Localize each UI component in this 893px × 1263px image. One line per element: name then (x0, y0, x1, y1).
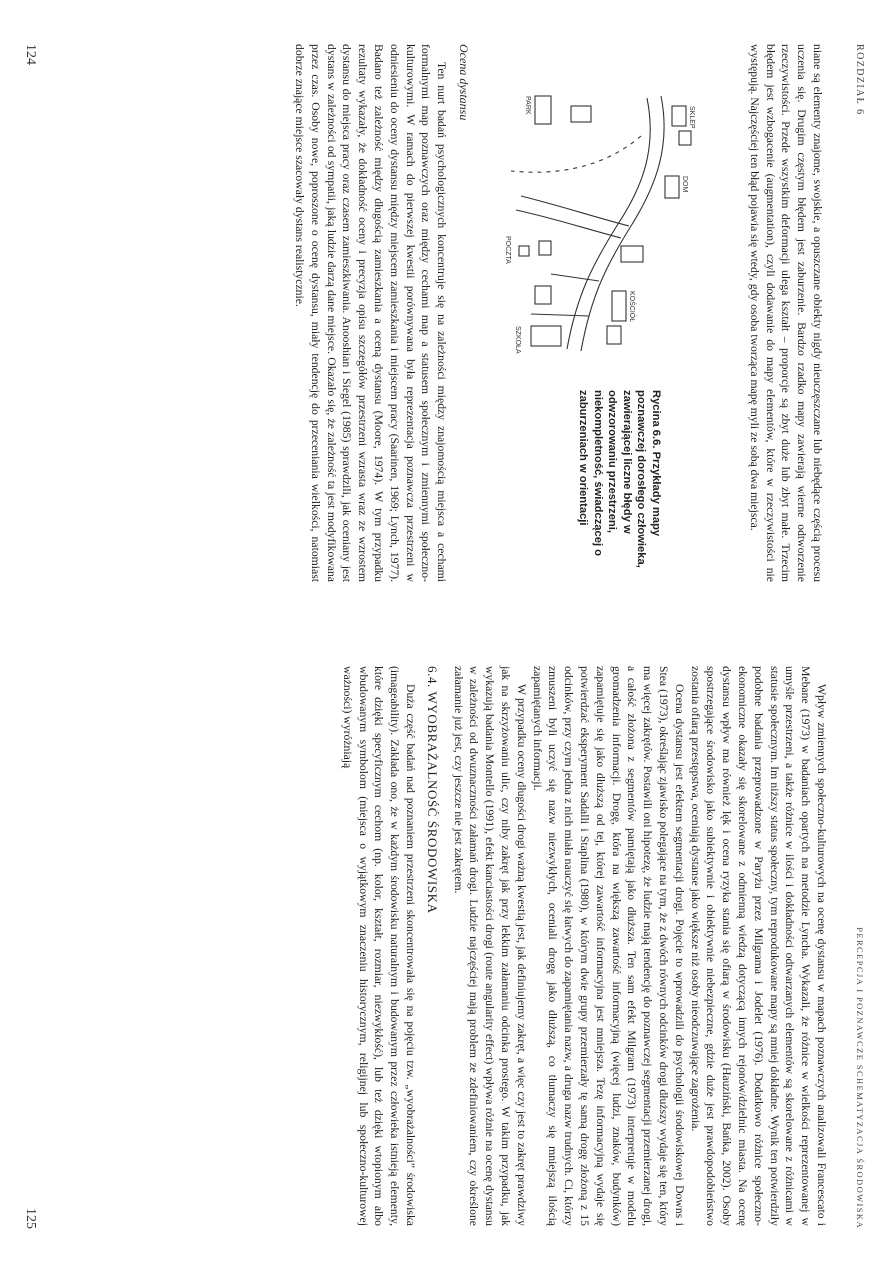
figure-caption: Rycina 6.6. Przykłady mapy poznawczej dorosłego człowieka, zawierającej liczne błędy w odwzorowaniu przestrzeni, niekompletność, świadczącej o zaburzeniach w orientacji (577, 390, 662, 568)
section-heading: Ocena dystansu (457, 44, 471, 121)
section-heading: 6.4. WYOBRAŻALNOŚĆ ŚRODOWISKA (424, 666, 440, 914)
page-header: PERCEPCJA I POZNAWCZE SCHEMATYZACJA ŚRODOWISKA (855, 927, 865, 1229)
left-page (0, 0, 893, 631)
map-label: POCZTA (504, 236, 511, 264)
hand-drawn-map (501, 76, 701, 376)
page-number: 124 (23, 44, 38, 65)
right-page (0, 632, 893, 1263)
paragraph: Duża część badań nad poznaniem przestrzeni skoncentrowała się na pojęciu tzw. „wyobrażalności” środowiska (imageability). Zakłada ono, że w każdym środowisku naturalnym i budowanym przez człowieka istnieją elementy, które dzięki specyficznym cechom (np. kolor, kształt, rozmiar, niezwykłość), lub też dzięki wtopionym albo wbudowanym symbolom (miejsca o wyjątkowym znaczeniu historycznym, religijnej lub społeczno-kulturowej ważności) wyróżniają (340, 666, 418, 1226)
page-header: ROZDZIAŁ 6 (854, 44, 865, 116)
map-label: PARK (524, 96, 531, 115)
paragraph: Ten nurt badań psychologicznych koncentruje się na zależności między znajomością miejsca a cechami formalnymi map poznawczych oraz między cechami map a statusem społecznym i zmiennymi społeczno-kulturowymi. W ramach do pierwszej kwestii porównywana była reprezentacja poznawcza przestrzeni w odniesieniu do oceny dystansu między miejscem zamieszkania i miejscem pracy (Saarinen, 1969; Lynch, 1977). Badano też zależność między długością zamieszkania a oceną dystansu (Moore, 1974). W tym przypadku rezultaty wykazały, że dokładność oceny i precyzja opisu szczegółów przestrzeni wzrasta wraz ze wzrostem dystansu do miejsca pracy oraz czasem zamieszkiwania. Anooshian i Siegel (1985) sprawdzili, jak oceniany jest dystans w zależności od sympatii, jaką ludzie darzą dane miejsce. Okazało się, że zależność ta jest modyfikowana przez czas. Osoby nowe, poproszone o ocenę dystansu, miały tendencję do przeceniania wielkości, natomiast dobrze znające miejsce szacowały dystans realistycznie. (293, 44, 449, 582)
cognitive-map-figure (501, 76, 701, 376)
section-ocena-dystansu (291, 44, 479, 582)
page-number: 125 (23, 1208, 38, 1229)
intro-paragraph (746, 44, 825, 582)
paragraph: Wpływ zmiennych społeczno-kulturowych na ocenę dystansu w mapach poznawczych analizowali Francescato i Mebane (1973) w badaniach opartych na metodzie Lyncha. Wykazali, że różnice w wielkości reprezentowanej w umyśle przestrzeni, a także różnice w ilości i dokładności odtwarzanych elementów są skorelowane z różnicami w statusie społecznym. Im niższy status społeczny, tym reprodukowane mapy są mniej dokładne. Wynik ten potwierdziły podobne badania przeprowadzone w Paryżu przez Milgrama i Jodelet (1976). Dodatkowo różnice społeczno-ekonomiczne okazały się skorelowane z odmienną wiedzą dotyczącą innych rejonów/dzielnic miasta. Na ocenę dystansu wpływ ma również lęk i ocena ryzyka stania się ofiarą w środowisku (Hauziński, Bańka, 2002). Osoby spostrzegające środowisko jako subiektywnie i obiektywnie niebezpieczne, gdzie duże jest prawdopodobieństwo zostania ofiarą przestępstwa, oceniają dystanse jako większe niż osoby nieodczuwające zagrożenia. (688, 666, 828, 1226)
paragraph: W przypadku oceny długości drogi ważną kwestią jest, jak definiujemy zakręt, a więc czy jest to zakręt prawdziwy jak na skrzyżowaniu ulic, czy niby zakręt jak przy lekkim załamaniu odcinka prostego. W takim przypadku, jak wykazują badania Montello (1991), efekt kanciastości drogi (route angularity effect) wpływa różnie na ocenę dystansu w zależności od dwuznaczności załamań drogi. Ludzie najczęściej mają problem ze zdefiniowaniem, czy określone załamanie już jest, czy jeszcze nie jest zakrętem. (451, 666, 528, 1226)
paragraph: niane są elementy znajome, swojskie, a opuszczane obiekty nigdy nieuczęszczane lub niebędące częścią procesu uczenia się. Drugim częstym błędem jest zaburzenie. Bardzo rzadko mapy zawierają wierne odtworzenie rzeczywistości. Przede wszystkim deformacji ulega kształt – proporcje są zbyt duże lub zbyt małe. Trzecim błędem jest wzbogacenie (augmentation), czyli dodawanie do mapy elementów, które w rzeczywistości nie występują. Najczęściej ten błąd pojawia się wtedy, gdy osoba tworząca mapę myli ze sobą dwa miejsca. (747, 44, 824, 582)
map-label: SZKOŁA (514, 326, 521, 354)
map-label: KOŚCIÓŁ (628, 291, 635, 323)
map-label: DOM (681, 176, 688, 193)
paragraph: Ocena dystansu jest efektem segmentacji drogi. Pojęcie to wprowadzili do psychologii środowiskowej Downs i Stea (1973), określając zjawisko polegające na tym, że z dwóch równych odcinków drogi dłuższy wydaje się ten, który ma więcej zakrętów. Postawili oni hipotezę, że ludzie mają tendencję do poznawczej segmentacji przemierzanej drogi, a całość złożona z segmentów pamiętają jako dłuższa. Ten sam efekt Milgram (1973) interpretuje w modelu gromadzenia informacji. Drogę, która na większą zawartość informacyjną (więcej ludzi, znaków, budynków) zapamiętuje się jako dłuższą od tej, której zawartość informacyjna jest mniejsza. Tezę informacyjną wydaje się potwierdzać eksperyment Sadalli i Staplina (1980), w którym dwie grupy przemierzały tę samą drogę złożoną z 15 odcinków, przy czym jedna z nich miała nauczyć się łatwych do zapamiętania nazw, a druga nazw trudnych. Ci, którzy zmuszeni byli uczyć się nazw niezwykłych, oceniali drogę jako dłuższą, co tłumaczy się mniejszą ilością zapamiętanych informacji. (530, 666, 686, 1226)
map-label: SKLEP (688, 106, 695, 129)
main-text (339, 666, 829, 1226)
